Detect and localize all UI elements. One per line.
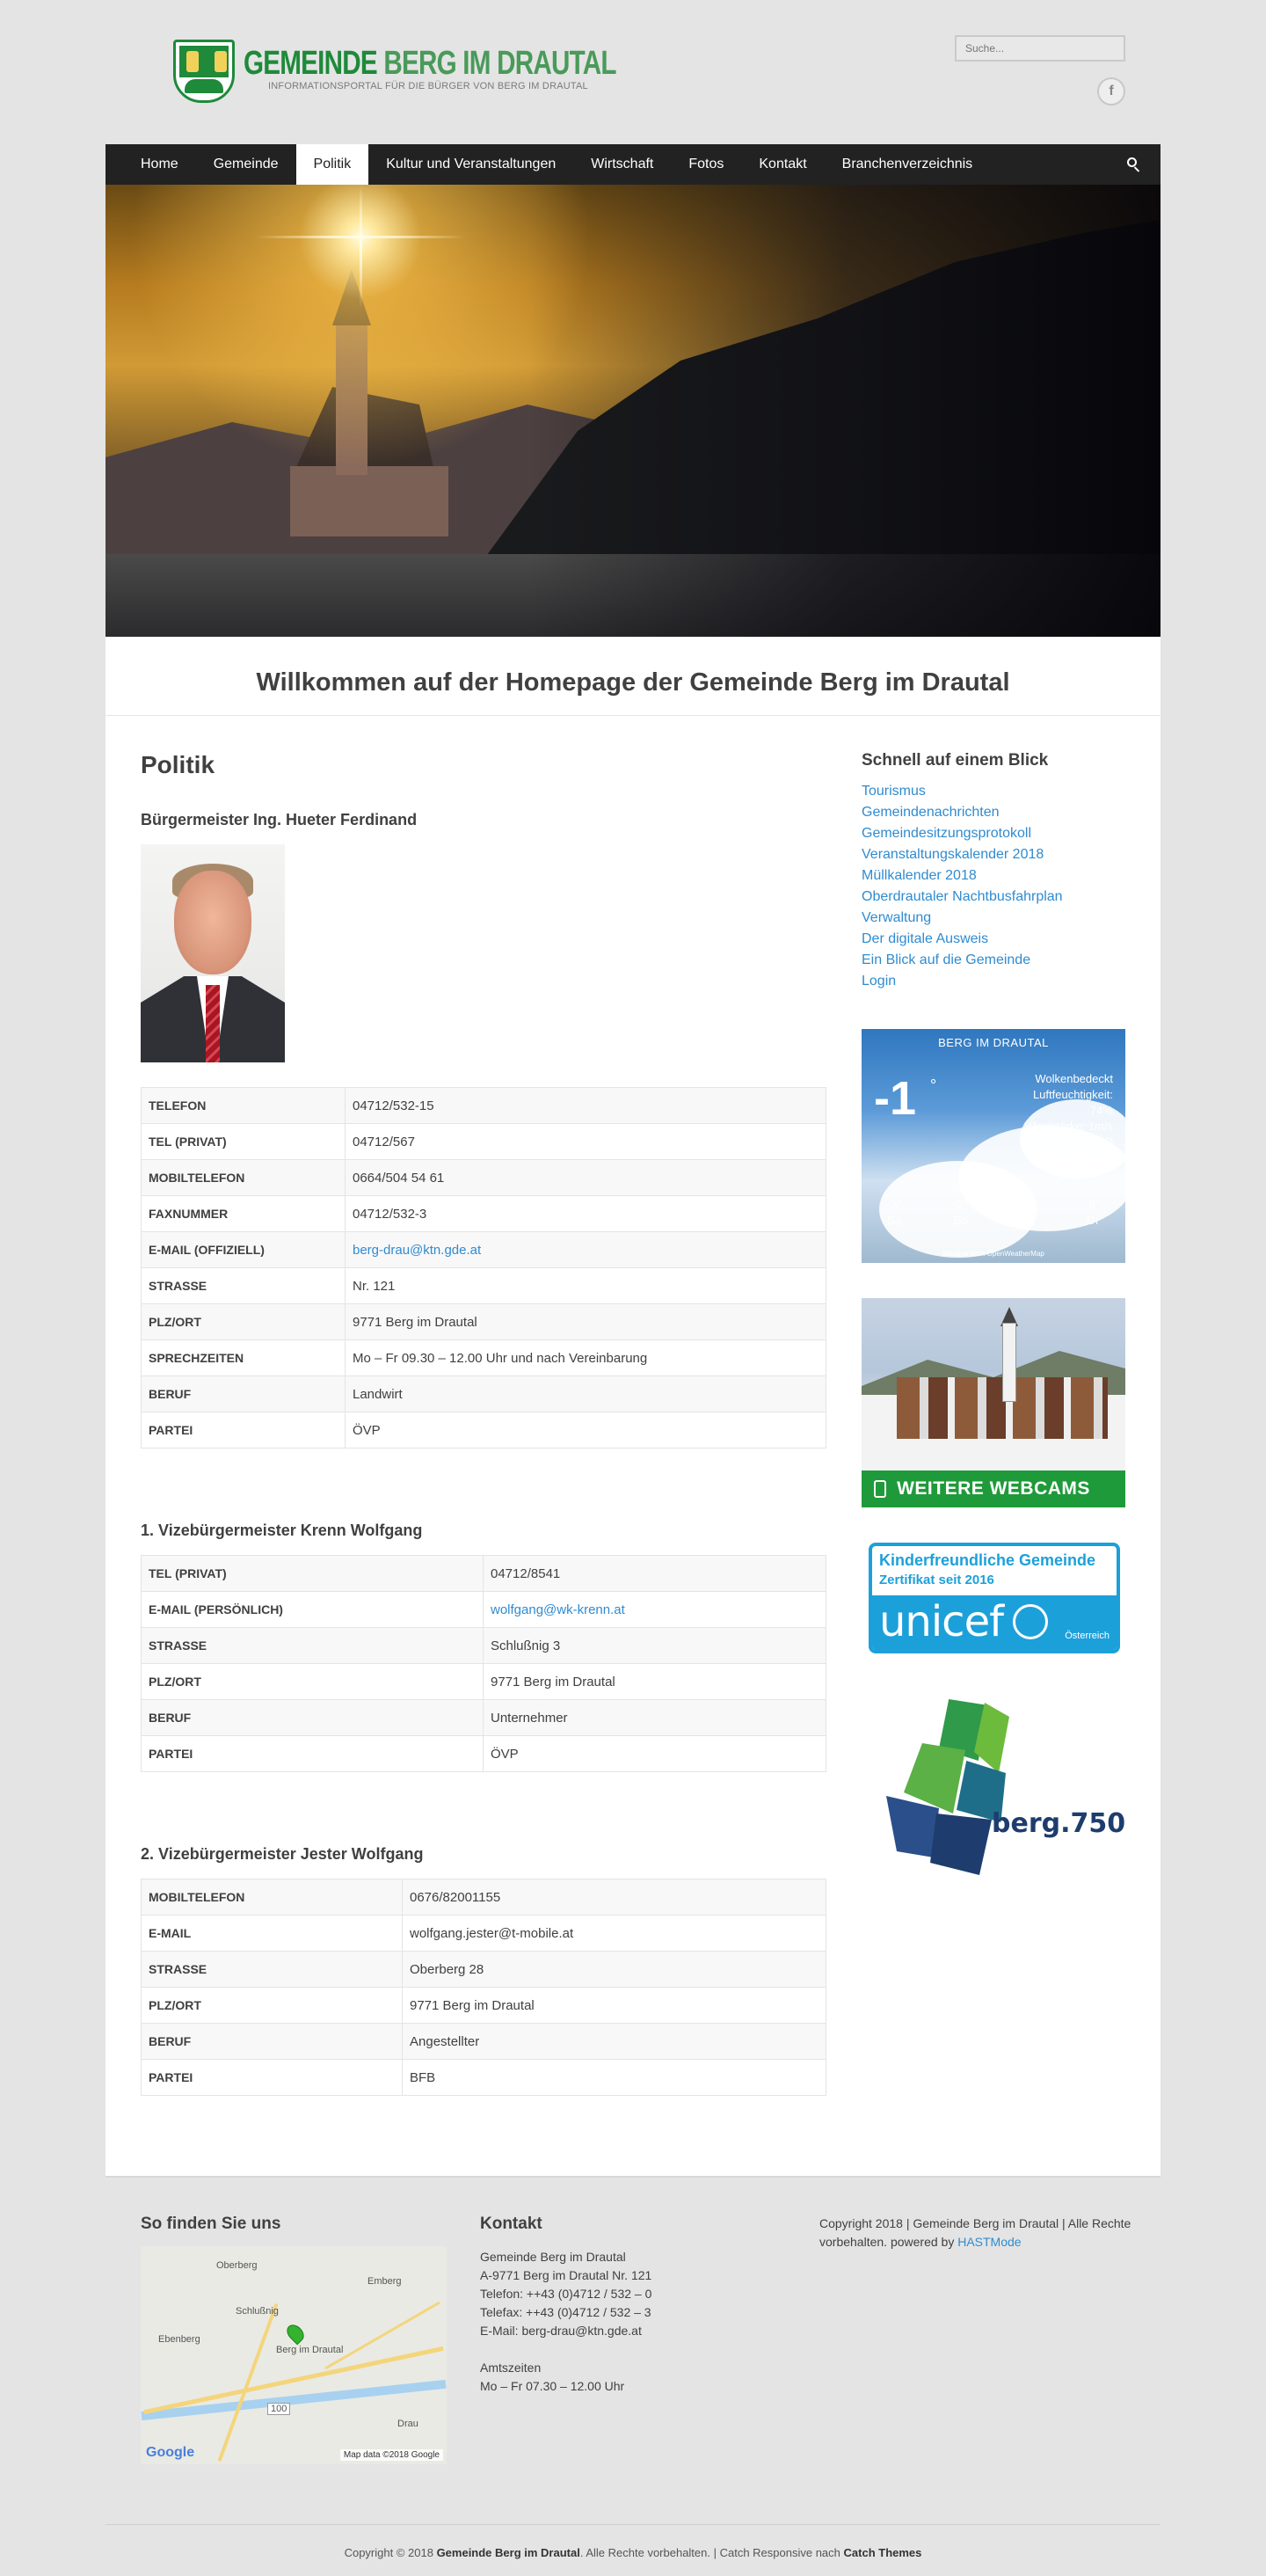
kontakt-details: Gemeinde Berg im Drautal A-9771 Berg im Drautal Nr. 121 Telefon: ++43 (0)4712 / 532 – 0 Telefax: ++43 (0)4712 / 532 – 3 E-Mail: berg-drau@ktn.gde.at Amtszeiten Mo – Fr 07.30 – 12.00 Uhr (480, 2250, 652, 2393)
row-value: 9771 Berg im Drautal (403, 1988, 826, 2024)
nav-item-fotos[interactable]: Fotos (688, 157, 724, 171)
facebook-icon[interactable]: f (1097, 77, 1125, 106)
page-title: Politik (141, 751, 215, 778)
nav-item-branchenverzeichnis[interactable]: Branchenverzeichnis (841, 157, 973, 171)
row-value: 0676/82001155 (403, 1879, 826, 1916)
welcome-heading: Willkommen auf der Homepage der Gemeinde Berg im Drautal (256, 668, 1010, 697)
webcam-button[interactable]: WEITERE WEBCAMS (862, 1470, 1125, 1507)
webcam-icon (874, 1480, 886, 1498)
table-row (142, 1736, 826, 1772)
row-value: Unternehmer (484, 1700, 826, 1736)
quick-link-muellkalender[interactable]: Müllkalender 2018 (862, 868, 977, 883)
quick-links (862, 781, 1063, 992)
berg750-logo[interactable] (886, 1699, 1126, 1884)
unicef-logo: unicef (879, 1597, 1003, 1646)
nav-item-kontakt[interactable]: Kontakt (759, 157, 807, 171)
quick-link-tourismus[interactable]: Tourismus (862, 784, 926, 799)
berg750-text: berg.750 (992, 1808, 1126, 1839)
vice1-info-table (141, 1555, 826, 1772)
unicef-line2: Zertifikat seit 2016 (879, 1573, 994, 1587)
unicef-line1: Kinderfreundliche Gemeinde (879, 1551, 1096, 1569)
coat-of-arms-icon (173, 40, 235, 103)
row-value (484, 1592, 826, 1628)
map-label-town: Emberg (367, 2276, 402, 2287)
quick-link-sitzungsprotokoll[interactable]: Gemeindesitzungsprotokoll (862, 826, 1031, 841)
forecast-day: -3° Sa (886, 1197, 903, 1227)
row-label: TEL (PRIVAT) (142, 1556, 484, 1592)
table-row (142, 1916, 826, 1952)
logo-tagline: INFORMATIONSPORTAL FÜR DIE BÜRGER VON BERG IM DRAUTAL (268, 81, 588, 91)
row-value: 9771 Berg im Drautal (484, 1664, 826, 1700)
vice2-heading: 2. Vizebürgermeister Jester Wolfgang (141, 1845, 424, 1863)
table-row (142, 1592, 826, 1628)
powered-by-link[interactable]: HASTMode (957, 2235, 1022, 2249)
search-input[interactable] (955, 35, 1125, 62)
map-label-town: Oberberg (216, 2260, 258, 2271)
row-label: STRASSE (142, 1628, 484, 1664)
table-row (142, 1196, 826, 1232)
table-row (142, 2060, 826, 2096)
table-row (142, 1879, 826, 1916)
table-row (142, 1232, 826, 1268)
row-label: BERUF (142, 2024, 403, 2060)
table-row (142, 1160, 826, 1196)
theme-credit-link[interactable]: Catch Themes (843, 2546, 922, 2559)
map-title: So finden Sie uns (141, 2215, 281, 2233)
row-value: 04712/532-15 (346, 1088, 826, 1124)
table-row (142, 1088, 826, 1124)
row-value: Oberberg 28 (403, 1952, 826, 1988)
table-row (142, 1124, 826, 1160)
quick-link-blick-gemeinde[interactable]: Ein Blick auf die Gemeinde (862, 952, 1031, 967)
nav-item-home[interactable]: Home (141, 157, 178, 171)
site-logo[interactable] (170, 35, 616, 106)
row-label: PARTEI (142, 1412, 346, 1449)
hero-image (106, 185, 1160, 637)
row-label: PARTEI (142, 2060, 403, 2096)
row-label: TELEFON (142, 1088, 346, 1124)
table-row (142, 1664, 826, 1700)
row-label: BERUF (142, 1700, 484, 1736)
row-value: 04712/567 (346, 1124, 826, 1160)
row-value: Schlußnig 3 (484, 1628, 826, 1664)
table-row (142, 1700, 826, 1736)
row-label: PLZ/ORT (142, 1988, 403, 2024)
map-label-town: Schlußnig (236, 2306, 279, 2317)
welcome-band (106, 637, 1160, 716)
map-pin-icon (284, 2322, 308, 2346)
table-row (142, 2024, 826, 2060)
main-navigation (106, 144, 1160, 185)
row-label: STRASSE (142, 1952, 403, 1988)
quick-link-veranstaltungskalender[interactable]: Veranstaltungskalender 2018 (862, 847, 1044, 862)
forecast-day: 2° Mo (1017, 1197, 1036, 1227)
row-value: 0664/504 54 61 (346, 1160, 826, 1196)
map-label-town: Ebenberg (158, 2334, 200, 2345)
row-value: ÖVP (346, 1412, 826, 1449)
search-icon[interactable] (1127, 157, 1141, 171)
email-link[interactable]: berg-drau@ktn.gde.at (353, 1242, 482, 1258)
footer-copyright: Copyright 2018 | Gemeinde Berg im Drautal | Alle Rechte vorbehalten. powered by HASTMode (819, 2216, 1131, 2249)
row-label: STRASSE (142, 1268, 346, 1304)
nav-item-wirtschaft[interactable]: Wirtschaft (591, 157, 654, 171)
quick-link-gemeindenachrichten[interactable]: Gemeindenachrichten (862, 805, 1000, 820)
weather-forecast (862, 1196, 1125, 1228)
table-row (142, 1340, 826, 1376)
logo-name: GEMEINDE BERG IM DRAUTAL (244, 45, 616, 82)
quick-link-login[interactable]: Login (862, 974, 897, 989)
weather-widget (862, 1029, 1125, 1263)
row-value: wolfgang.jester@t-mobile.at (403, 1916, 826, 1952)
vice2-info-table (141, 1879, 826, 2096)
map-river-label: Drau (397, 2419, 418, 2429)
weather-credit: Weather from OpenWeatherMap (942, 1250, 1044, 1258)
table-row (142, 1376, 826, 1412)
forecast-day: -2° So (952, 1197, 969, 1227)
nav-item-kultur[interactable]: Kultur und Veranstaltungen (386, 157, 557, 171)
row-label: PARTEI (142, 1736, 484, 1772)
weather-conditions: Wolkenbedeckt Luftfeuchtigkeit: 74% Windstärke: 1m/s NNO MAX 1 • MIN -4 (1024, 1072, 1113, 1164)
table-row (142, 1412, 826, 1449)
row-label: FAXNUMMER (142, 1196, 346, 1232)
row-value: BFB (403, 2060, 826, 2096)
unicef-country: Österreich (1065, 1631, 1110, 1641)
table-row (142, 1628, 826, 1664)
table-row (142, 1952, 826, 1988)
table-row (142, 1304, 826, 1340)
row-value: 04712/532-3 (346, 1196, 826, 1232)
row-label: BERUF (142, 1376, 346, 1412)
map-label-village: Berg im Drautal (276, 2345, 344, 2355)
quick-link-digitaler-ausweis[interactable]: Der digitale Ausweis (862, 931, 989, 946)
location-map[interactable] (141, 2246, 447, 2464)
row-label: E-MAIL (PERSÖNLICH) (142, 1592, 484, 1628)
unicef-badge[interactable] (869, 1543, 1120, 1653)
main-content (106, 716, 1160, 2178)
quick-link-nachtbus[interactable]: Oberdrautaler Nachtbusfahrplan (862, 889, 1063, 904)
row-value: Mo – Fr 09.30 – 12.00 Uhr und nach Vereinbarung (346, 1340, 826, 1376)
google-logo: Google (146, 2445, 195, 2460)
nav-item-gemeinde[interactable]: Gemeinde (213, 157, 279, 171)
map-attribution: Map data ©2018 Google (340, 2449, 443, 2461)
row-label: PLZ/ORT (142, 1304, 346, 1340)
mayor-photo (141, 844, 285, 1062)
row-value: Landwirt (346, 1376, 826, 1412)
row-label: SPRECHZEITEN (142, 1340, 346, 1376)
row-value: Nr. 121 (346, 1268, 826, 1304)
webcam-banner[interactable] (862, 1298, 1125, 1507)
row-label: E-MAIL (142, 1916, 403, 1952)
mayor-info-table (141, 1087, 826, 1449)
row-value: 04712/8541 (484, 1556, 826, 1592)
vice1-heading: 1. Vizebürgermeister Krenn Wolfgang (141, 1522, 423, 1539)
map-road-label: 100 (267, 2403, 290, 2415)
row-label: MOBILTELEFON (142, 1160, 346, 1196)
quick-link-verwaltung[interactable]: Verwaltung (862, 910, 932, 925)
weather-town: BERG IM DRAUTAL (938, 1036, 1049, 1049)
row-value (346, 1232, 826, 1268)
sidebar-title: Schnell auf einem Blick (862, 751, 1049, 770)
mayor-heading: Bürgermeister Ing. Hueter Ferdinand (141, 811, 418, 828)
nav-item-politik[interactable]: Politik (296, 144, 369, 185)
kontakt-title: Kontakt (480, 2215, 542, 2233)
site-info: Copyright © 2018 Gemeinde Berg im Drautal. Alle Rechte vorbehalten. | Catch Responsive nach Catch Themes (106, 2524, 1160, 2576)
row-value: Angestellter (403, 2024, 826, 2060)
forecast-day: -6° Di (1084, 1197, 1101, 1227)
table-row (142, 1556, 826, 1592)
row-value: 9771 Berg im Drautal (346, 1304, 826, 1340)
unicef-globe-icon (1013, 1604, 1048, 1639)
weather-temperature: -1 (874, 1072, 917, 1125)
email-link[interactable]: wolfgang@wk-krenn.at (491, 1602, 625, 1617)
row-label: E-MAIL (OFFIZIELL) (142, 1232, 346, 1268)
row-label: MOBILTELEFON (142, 1879, 403, 1916)
weather-unit: ° (930, 1076, 937, 1094)
row-value: ÖVP (484, 1736, 826, 1772)
site-header (0, 0, 1266, 144)
table-row (142, 1988, 826, 2024)
row-label: TEL (PRIVAT) (142, 1124, 346, 1160)
table-row (142, 1268, 826, 1304)
row-label: PLZ/ORT (142, 1664, 484, 1700)
footer (106, 2178, 1160, 2517)
